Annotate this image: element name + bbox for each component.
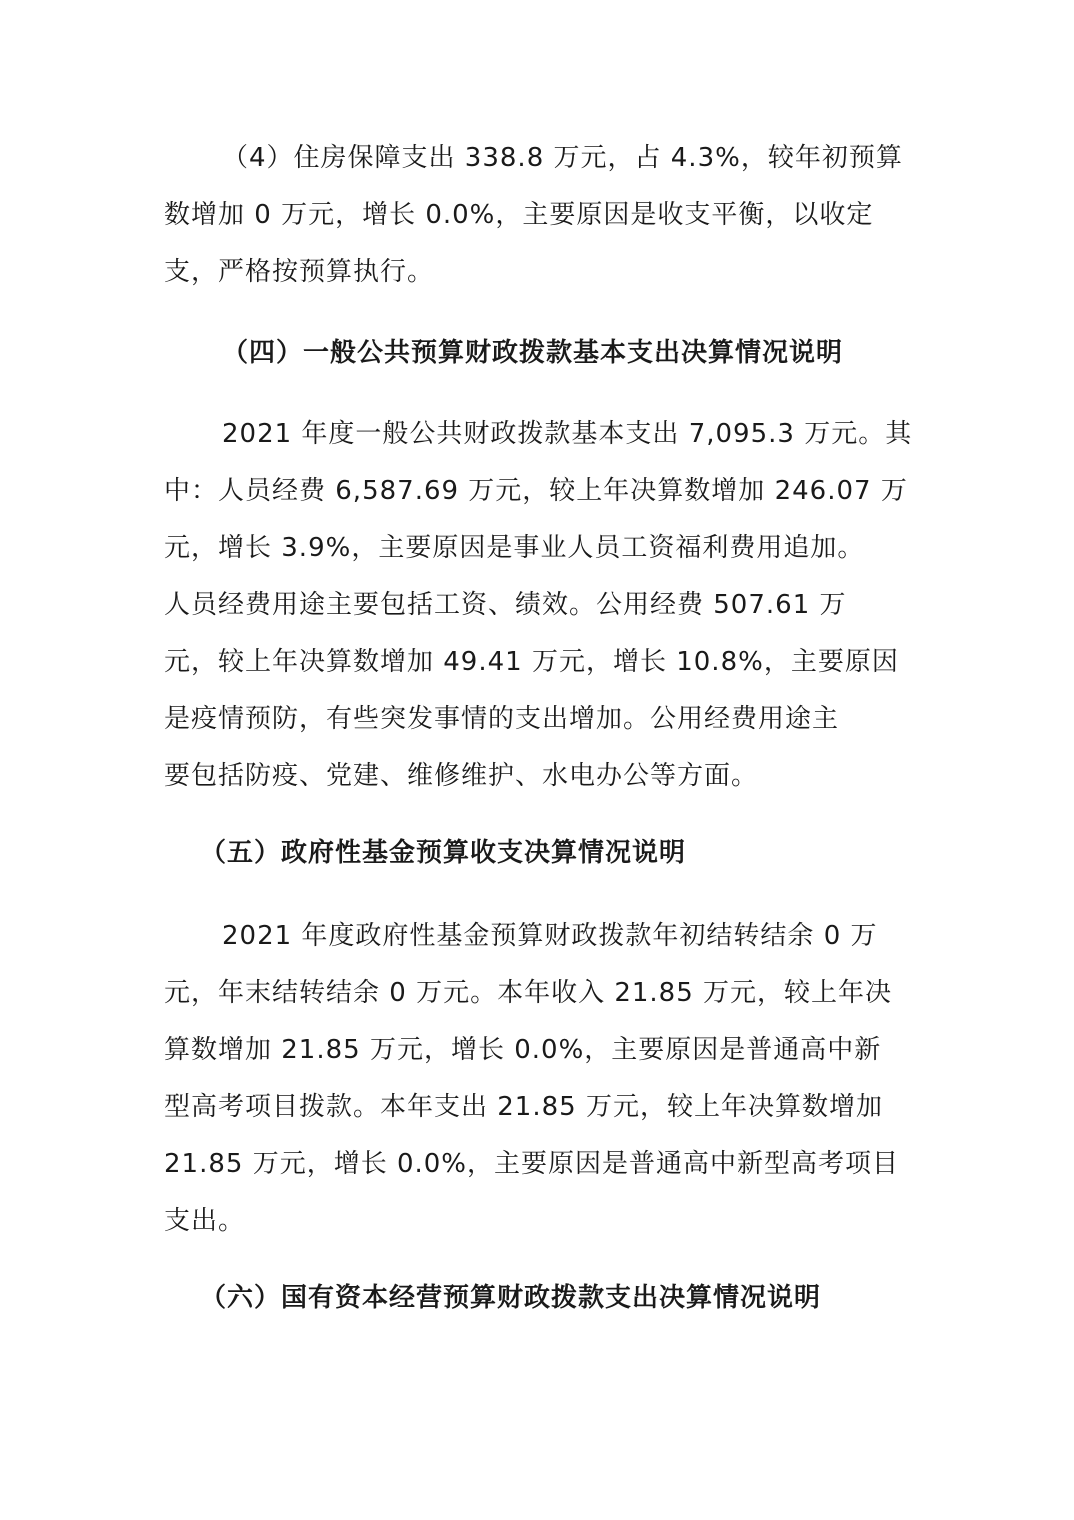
paragraph-line: 型高考项目拨款。本年支出 21.85 万元，较上年决算数增加 bbox=[164, 1092, 883, 1122]
paragraph-line: 是疫情预防，有些突发事情的支出增加。公用经费用途主 bbox=[164, 704, 840, 734]
section-heading-5: （五）政府性基金预算收支决算情况说明 bbox=[200, 838, 687, 868]
section-heading-4: （四）一般公共预算财政拨款基本支出决算情况说明 bbox=[222, 338, 844, 368]
paragraph-line: 中：人员经费 6,587.69 万元，较上年决算数增加 246.07 万 bbox=[164, 476, 908, 506]
paragraph-line: 人员经费用途主要包括工资、绩效。公用经费 507.61 万 bbox=[164, 590, 847, 620]
paragraph-line: 元，较上年决算数增加 49.41 万元，增长 10.8%，主要原因 bbox=[164, 647, 899, 677]
paragraph-line: 数增加 0 万元，增长 0.0%，主要原因是收支平衡，以收定 bbox=[164, 200, 874, 230]
paragraph-government-fund bbox=[164, 908, 914, 1250]
paragraph-line: 2021 年度政府性基金预算财政拨款年初结转结余 0 万 bbox=[222, 921, 878, 951]
paragraph-line: 支，严格按预算执行。 bbox=[164, 257, 435, 287]
paragraph-line: 21.85 万元，增长 0.0%，主要原因是普通高中新型高考项目 bbox=[164, 1149, 900, 1179]
paragraph-housing-expenditure bbox=[164, 130, 914, 301]
paragraph-basic-expenditure bbox=[164, 406, 914, 805]
paragraph-line: （4）住房保障支出 338.8 万元，占 4.3%，较年初预算 bbox=[222, 143, 903, 173]
paragraph-line: 算数增加 21.85 万元，增长 0.0%，主要原因是普通高中新 bbox=[164, 1035, 882, 1065]
section-heading-6: （六）国有资本经营预算财政拨款支出决算情况说明 bbox=[200, 1283, 822, 1313]
paragraph-line: 元，增长 3.9%，主要原因是事业人员工资福利费用追加。 bbox=[164, 533, 865, 563]
paragraph-line: 支出。 bbox=[164, 1206, 246, 1236]
paragraph-line: 元，年末结转结余 0 万元。本年收入 21.85 万元，较上年决 bbox=[164, 978, 893, 1008]
paragraph-line: 2021 年度一般公共财政拨款基本支出 7,095.3 万元。其 bbox=[222, 419, 913, 449]
paragraph-line: 要包括防疫、党建、维修维护、水电办公等方面。 bbox=[164, 761, 759, 791]
